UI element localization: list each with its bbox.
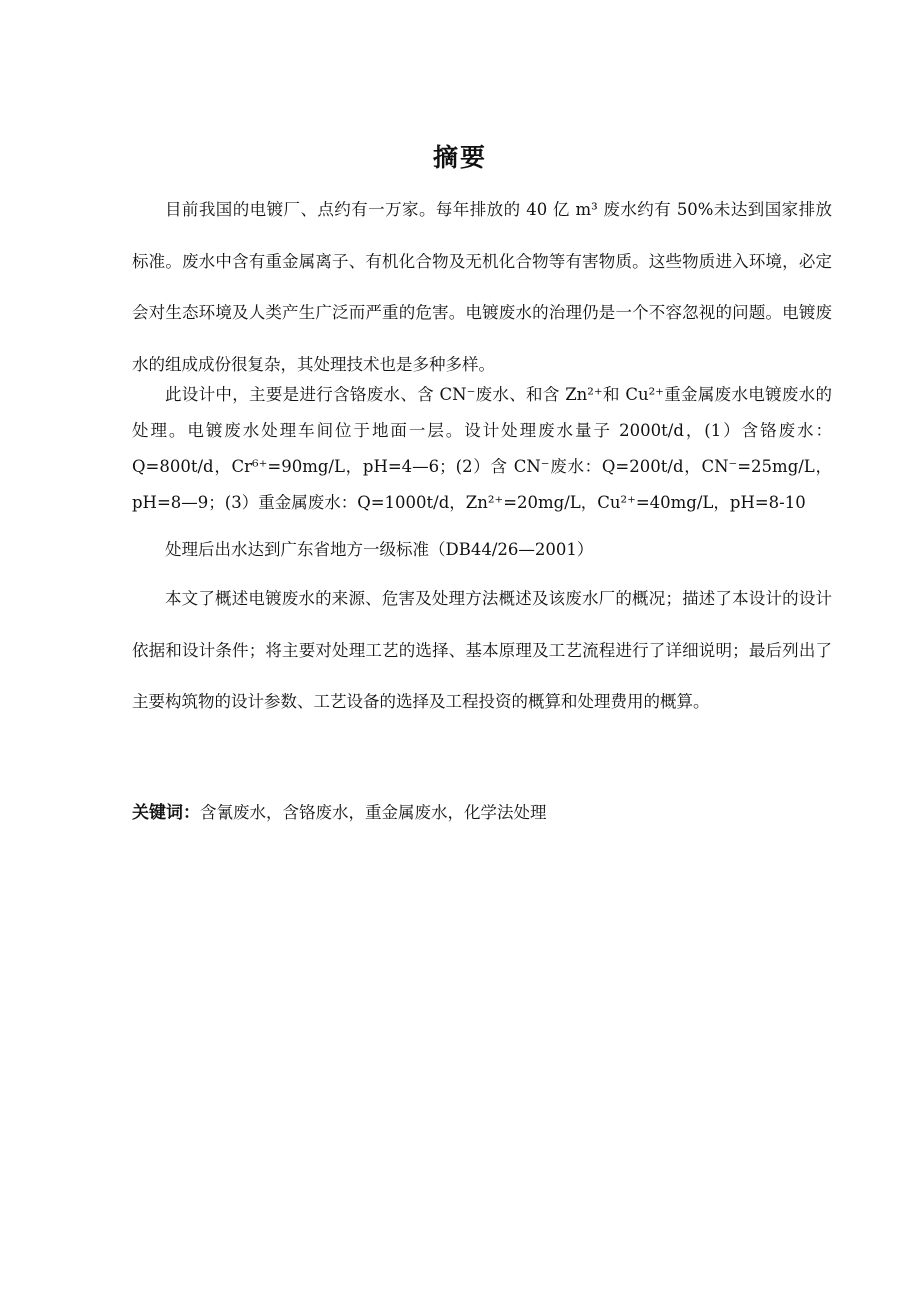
keywords-value: 含氰废水，含铬废水，重金属废水，化学法处理 [200, 803, 547, 822]
abstract-paragraph-design-scope: 此设计中，主要是进行含铬废水、含 CN⁻废水、和含 Zn²⁺和 Cu²⁺重金属废水电镀废水的处理。电镀废水处理车间位于地面一层。设计处理废水量子 2000t/d，(1）含铬废水：Q=800t/d，Cr⁶⁺=90mg/L，pH=4—6；(2）含 CN⁻废水：Q=200t/d，CN⁻=25mg/L，pH=8—9；(3）重金属废水：Q=1000t/d，Zn²⁺=20mg/L，Cu²⁺=40mg/L，pH=8-10 [132, 385, 832, 512]
keywords-line [132, 798, 547, 823]
abstract-paragraph-background: 目前我国的电镀厂、点约有一万家。每年排放的 40 亿 m³ 废水约有 50%未达到国家排放标准。废水中含有重金属离子、有机化合物及无机化合物等有害物质。这些物质进入环境，必定会对生态环境及人类产生广泛而严重的危害。电镀废水的治理仍是一个不容忽视的问题。电镀废水的组成成份很复杂，其处理技术也是多种多样。 [132, 200, 832, 374]
abstract-paragraph-outline: 本文了概述电镀废水的来源、危害及处理方法概述及该废水厂的概况；描述了本设计的设计依据和设计条件；将主要对处理工艺的选择、基本原理及工艺流程进行了详细说明；最后列出了主要构筑物的设计参数、工艺设备的选择及工程投资的概算和处理费用的概算。 [132, 589, 832, 711]
abstract-title: 摘要 [432, 143, 487, 172]
keywords-label: 关键词： [132, 803, 200, 823]
abstract-paragraph-standard: 处理后出水达到广东省地方一级标准（DB44/26—2001） [165, 540, 594, 559]
